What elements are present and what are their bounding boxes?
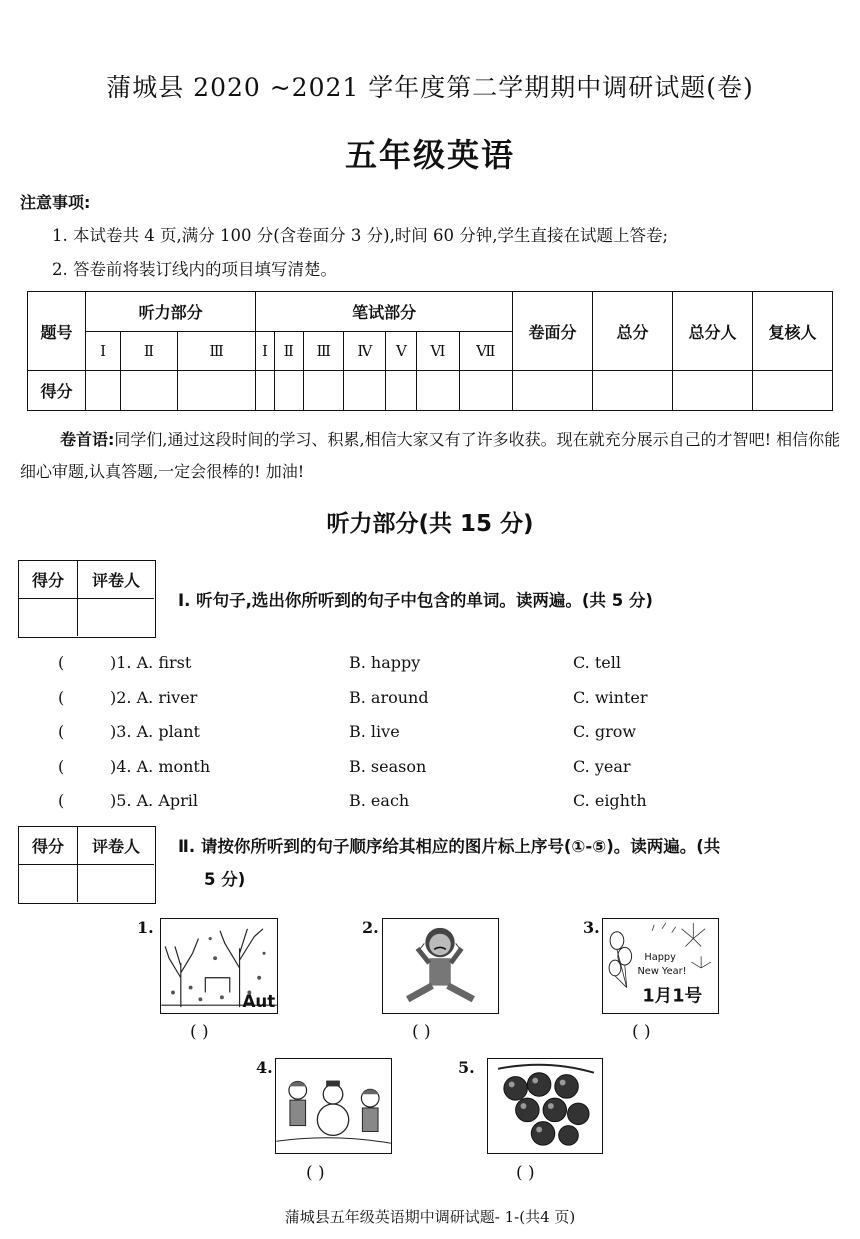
listening-col-1: I [86, 332, 121, 371]
option-b: B. season [349, 757, 427, 776]
writing-col-2: Ⅱ [274, 332, 303, 371]
row-label-question-number: 题号 [28, 292, 86, 371]
answer-paren[interactable]: ( ) [306, 1163, 325, 1183]
writing-col-5: V [386, 332, 417, 371]
option-c: C. grow [573, 722, 637, 741]
option-c: C. winter [573, 688, 648, 707]
page-footer: 蒲城县五年级英语期中调研试题- 1-(共4 页) [284, 1208, 576, 1226]
snowman-children-icon [276, 1059, 391, 1153]
picture-3-text-new-year: New Year! [637, 965, 687, 977]
crying-child-icon [383, 919, 498, 1013]
answer-paren-open: ( [58, 791, 65, 810]
grade-box-grader-label: 评卷人 [78, 561, 154, 599]
autumn-trees-picture [160, 918, 278, 1014]
option-a: )3. A. plant [110, 722, 200, 741]
question-row [0, 757, 860, 787]
score-cell[interactable] [417, 371, 459, 411]
reviewer-header: 复核人 [753, 292, 833, 371]
score-cell[interactable] [177, 371, 255, 411]
score-cell[interactable] [386, 371, 417, 411]
answer-paren[interactable]: ( ) [412, 1022, 431, 1042]
new-year-picture [602, 918, 719, 1014]
preface-text: 同学们,通过这段时间的学习、积累,相信大家又有了许多收获。现在就充分展示自己的才智吧! 相信你能细心审题,认真答题,一定会很棒的! 加油! [20, 430, 841, 481]
score-cell[interactable] [274, 371, 303, 411]
score-cell[interactable] [121, 371, 178, 411]
listening-part-header: 听力部分 [86, 292, 256, 332]
snowman-children-picture [275, 1058, 392, 1154]
option-a: )5. A. April [110, 791, 198, 810]
grade-box-score-label: 得分 [19, 561, 78, 599]
question-2-heading [178, 830, 843, 896]
grade-box-score-cell[interactable] [19, 599, 78, 636]
autumn-trees-icon [161, 919, 277, 1013]
question-2-heading-line2: 5 分) [204, 870, 246, 889]
subject-title: 五年级英语 [344, 136, 515, 174]
score-cell[interactable] [256, 371, 274, 411]
option-a: )4. A. month [110, 757, 211, 776]
score-cell[interactable] [513, 371, 593, 411]
score-cell[interactable] [86, 371, 121, 411]
answer-paren-open: ( [58, 722, 65, 741]
grade-box [18, 560, 156, 638]
grade-box [18, 826, 156, 904]
writing-part-header: 笔试部分 [256, 292, 513, 332]
answer-paren[interactable]: ( ) [190, 1022, 209, 1042]
writing-col-3: Ⅲ [303, 332, 344, 371]
writing-col-7: Ⅶ [459, 332, 512, 371]
preface-label: 卷首语: [60, 430, 115, 449]
score-cell[interactable] [344, 371, 386, 411]
row-label-score: 得分 [28, 371, 86, 411]
picture-number: 1. [137, 918, 154, 937]
section-title: 听力部分(共 15 分) [326, 511, 534, 537]
option-b: B. around [349, 688, 429, 707]
picture-3-date: 1月1号 [642, 986, 703, 1007]
writing-col-4: Ⅳ [344, 332, 386, 371]
answer-paren[interactable]: ( ) [632, 1022, 651, 1042]
option-a: )2. A. river [110, 688, 198, 707]
option-c: C. year [573, 757, 631, 776]
option-b: B. each [349, 791, 410, 810]
answer-paren[interactable]: ( ) [516, 1163, 535, 1183]
question-row [0, 791, 860, 821]
question-1-heading: I. 听句子,选出你所听到的句子中包含的单词。读两遍。(共 5 分) [178, 591, 653, 610]
notice-item: 1. 本试卷共 4 页,满分 100 分(含卷面分 3 分),时间 60 分钟,学生直接在试题上答卷; [52, 226, 669, 245]
question-2-heading-line1: Ⅱ. 请按你所听到的句子顺序给其相应的图片标上序号(①-⑤)。读两遍。(共 [178, 837, 721, 856]
grade-box-grader-label: 评卷人 [78, 827, 154, 865]
answer-paren-open: ( [58, 688, 65, 707]
neatness-score-header: 卷面分 [513, 292, 593, 371]
answer-paren-open: ( [58, 757, 65, 776]
score-table [27, 291, 833, 411]
option-c: C. eighth [573, 791, 647, 810]
score-cell[interactable] [593, 371, 673, 411]
writing-col-6: Ⅵ [417, 332, 459, 371]
listening-col-3: Ⅲ [177, 332, 255, 371]
option-b: B. live [349, 722, 400, 741]
exam-title: 蒲城县 2020 ~2021 学年度第二学期期中调研试题(卷) [106, 73, 754, 102]
answer-paren-open: ( [58, 653, 65, 672]
picture-3-text-happy: Happy [644, 952, 676, 964]
picture-number: 2. [362, 918, 379, 937]
option-b: B. happy [349, 653, 421, 672]
crying-child-picture [382, 918, 499, 1014]
score-cell[interactable] [753, 371, 833, 411]
new-year-icon [603, 919, 718, 1013]
tomatoes-picture [487, 1058, 603, 1154]
picture-number: 3. [583, 918, 600, 937]
grade-box-score-label: 得分 [19, 827, 78, 865]
option-a: )1. A. first [110, 653, 192, 672]
listening-col-2: Ⅱ [121, 332, 178, 371]
tomatoes-icon [488, 1059, 602, 1153]
question-row [0, 722, 860, 752]
score-cell[interactable] [673, 371, 753, 411]
total-score-header: 总分 [593, 292, 673, 371]
question-row [0, 653, 860, 683]
preface [20, 424, 845, 488]
score-cell[interactable] [459, 371, 512, 411]
writing-col-1: I [256, 332, 274, 371]
notice-heading: 注意事项: [20, 193, 91, 212]
question-row [0, 688, 860, 718]
picture-number: 5. [458, 1058, 475, 1077]
picture-1-text: Aut [242, 992, 276, 1012]
picture-number: 4. [256, 1058, 273, 1077]
score-cell[interactable] [303, 371, 344, 411]
grade-box-score-cell[interactable] [19, 865, 78, 902]
option-c: C. tell [573, 653, 621, 672]
total-scorer-header: 总分人 [673, 292, 753, 371]
notice-item: 2. 答卷前将装订线内的项目填写清楚。 [52, 260, 337, 279]
